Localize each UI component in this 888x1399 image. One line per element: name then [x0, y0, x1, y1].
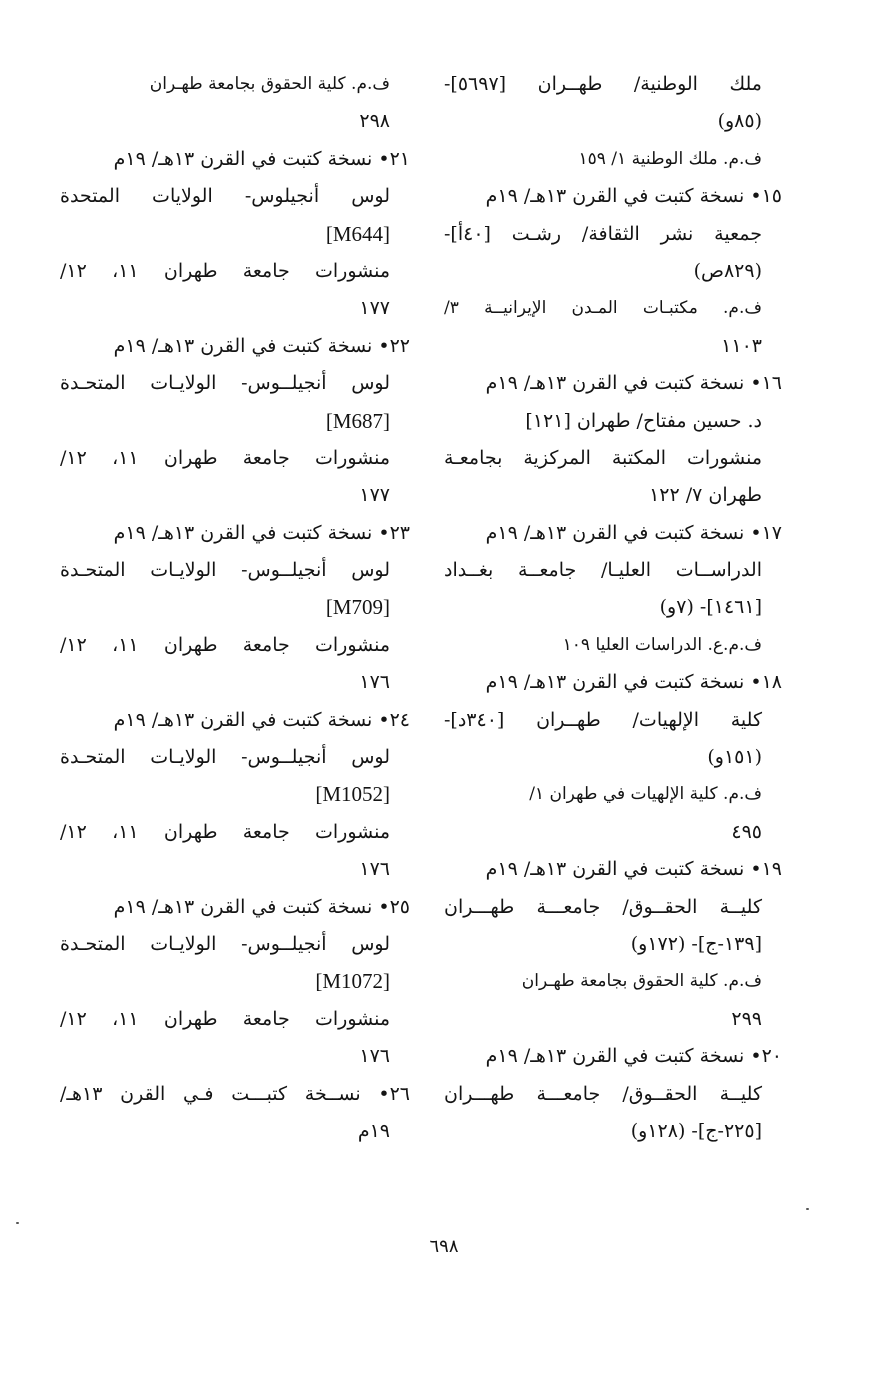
- entry-heading: ١٦• نسخة كتبت في القرن ١٣هـ/ ١٩م: [485, 372, 782, 395]
- reference-page-line: ٢٩٩: [731, 1007, 762, 1030]
- reference-line: ف.م. كلية الحقوق بجامعة طهـران: [149, 74, 390, 94]
- library-line: لوس أنجيلــوس- الولايـات المتحـدة: [60, 372, 390, 395]
- catalog-entry-17: [444, 515, 782, 665]
- reference-line: ف.م. ملك الوطنية ١/ ١٥٩: [578, 148, 762, 169]
- entry-heading: ١٨• نسخة كتبت في القرن ١٣هـ/ ١٩م: [485, 671, 782, 694]
- catalog-entry-19: [444, 851, 782, 1038]
- library-line: ملك الوطنية/ طهــران [٥٦٩٧]-: [444, 73, 762, 95]
- shelfmark-line: [M687]: [325, 408, 390, 433]
- scan-speck: [16, 1222, 19, 1224]
- reference-page-line: ١٧٦: [359, 1045, 390, 1068]
- entry-heading: ٢٦• نســخة كتبـــت فـي القرن ١٣هـ/: [60, 1082, 410, 1105]
- reference-page-line: ٤٩٥: [731, 820, 762, 843]
- entry-heading-continued: ١٩م: [357, 1119, 390, 1142]
- library-line: الدراســات العليـا/ جامعــة بغــداد: [444, 559, 762, 582]
- catalog-entry-23: [60, 515, 410, 702]
- folio-line: [١٤٦١]- (٧و): [659, 596, 762, 619]
- catalog-entry-continued: [444, 66, 762, 178]
- reference-line: ف.م. كلية الحقوق بجامعة طهـران: [521, 971, 762, 992]
- shelfmark-line: [M644]: [325, 221, 390, 246]
- entry-heading: ١٧• نسخة كتبت في القرن ١٣هـ/ ١٩م: [485, 521, 782, 544]
- shelfmark-line: [M1072]: [315, 969, 390, 994]
- reference-line: ف.م. مكتبـات المـدن الإيرانيــة ٣/: [444, 298, 762, 319]
- reference-line: منشورات جامعة طهران ١١، ١٢/: [60, 820, 391, 843]
- folio-line: [٢٢٥-ج]- (١٢٨و): [630, 1119, 762, 1142]
- entry-heading: ٢٥• نسخة كتبت في القرن ١٣هـ/ ١٩م: [113, 895, 410, 918]
- catalog-entry-15: [444, 178, 782, 365]
- reference-page-line: ٢٩٨: [359, 110, 390, 133]
- entry-heading: ٢٣• نسخة كتبت في القرن ١٣هـ/ ١٩م: [113, 521, 410, 544]
- entry-heading: ٢٤• نسخة كتبت في القرن ١٣هـ/ ١٩م: [113, 708, 410, 731]
- library-line: لوس أنجيلــوس- الولايـات المتحـدة: [60, 746, 390, 769]
- shelfmark-line: [M709]: [325, 595, 390, 620]
- catalog-entry-16: [444, 365, 782, 515]
- reference-line: منشورات جامعة طهران ١١، ١٢/: [60, 259, 391, 282]
- catalog-entry-22: [60, 328, 410, 515]
- folio-line: (٨٢٩ص): [693, 259, 762, 282]
- entry-heading: ٢٠• نسخة كتبت في القرن ١٣هـ/ ١٩م: [485, 1045, 782, 1068]
- catalog-entry-25: [60, 889, 410, 1076]
- entry-heading: ١٥• نسخة كتبت في القرن ١٣هـ/ ١٩م: [485, 185, 782, 208]
- reference-line: ف.م. كلية الإلهيات في طهران ١/: [529, 784, 762, 805]
- library-line: كليــة الحقــوق/ جامعـــة طهـــران: [444, 895, 762, 918]
- catalog-entry-24: [60, 702, 410, 889]
- library-line: كليــة الحقــوق/ جامعـــة طهـــران: [444, 1082, 762, 1105]
- reference-line: ف.م.ع. الدراسات العليا ١٠٩: [562, 634, 762, 655]
- shelfmark-line: [M1052]: [315, 782, 390, 807]
- catalog-entry-18: [444, 664, 782, 851]
- library-line: د. حسين مفتاح/ طهران [١٢١]: [525, 409, 762, 432]
- left-column: [60, 66, 410, 1150]
- entry-heading: ١٩• نسخة كتبت في القرن ١٣هـ/ ١٩م: [485, 858, 782, 881]
- reference-line: منشورات المكتبة المركزية بجامعـة: [444, 446, 762, 469]
- folio-line: [١٣٩-ج]- (١٧٢و): [630, 932, 762, 955]
- scan-speck: [806, 1208, 809, 1210]
- reference-page-line: طهران ٧/ ١٢٢: [649, 484, 762, 507]
- reference-line: منشورات جامعة طهران ١١، ١٢/: [60, 1007, 391, 1030]
- library-line: لوس أنجيلوس- الولايات المتحدة: [60, 185, 390, 208]
- catalog-entry-20-reference: [60, 66, 390, 141]
- library-line: لوس أنجيلــوس- الولايـات المتحـدة: [60, 559, 390, 582]
- reference-page-line: ١٧٧: [359, 297, 390, 320]
- library-line: لوس أنجيلــوس- الولايـات المتحـدة: [60, 932, 390, 955]
- catalog-entry-20: [444, 1038, 782, 1150]
- catalog-entry-26: [60, 1076, 410, 1151]
- reference-page-line: ١٧٦: [359, 671, 390, 694]
- library-line: كلية الإلهيات/ طهــران [٣٤٠د]-: [444, 708, 762, 731]
- reference-page-line: ١١٠٣: [721, 334, 762, 357]
- page-number: ٦٩٨: [429, 1236, 459, 1257]
- folio-line: (١٥١و): [707, 746, 762, 769]
- catalog-entry-21: [60, 141, 410, 328]
- entry-heading: ٢٢• نسخة كتبت في القرن ١٣هـ/ ١٩م: [113, 334, 410, 357]
- reference-line: منشورات جامعة طهران ١١، ١٢/: [60, 633, 391, 656]
- reference-page-line: ١٧٧: [359, 484, 390, 507]
- entry-heading: ٢١• نسخة كتبت في القرن ١٣هـ/ ١٩م: [113, 147, 410, 170]
- right-column: [444, 66, 782, 1150]
- reference-line: منشورات جامعة طهران ١١، ١٢/: [60, 446, 391, 469]
- folio-line: (٨٥و): [717, 110, 762, 133]
- reference-page-line: ١٧٦: [359, 858, 390, 881]
- library-line: جمعية نشر الثقافة/ رشـت [٤٠أ]-: [444, 222, 762, 245]
